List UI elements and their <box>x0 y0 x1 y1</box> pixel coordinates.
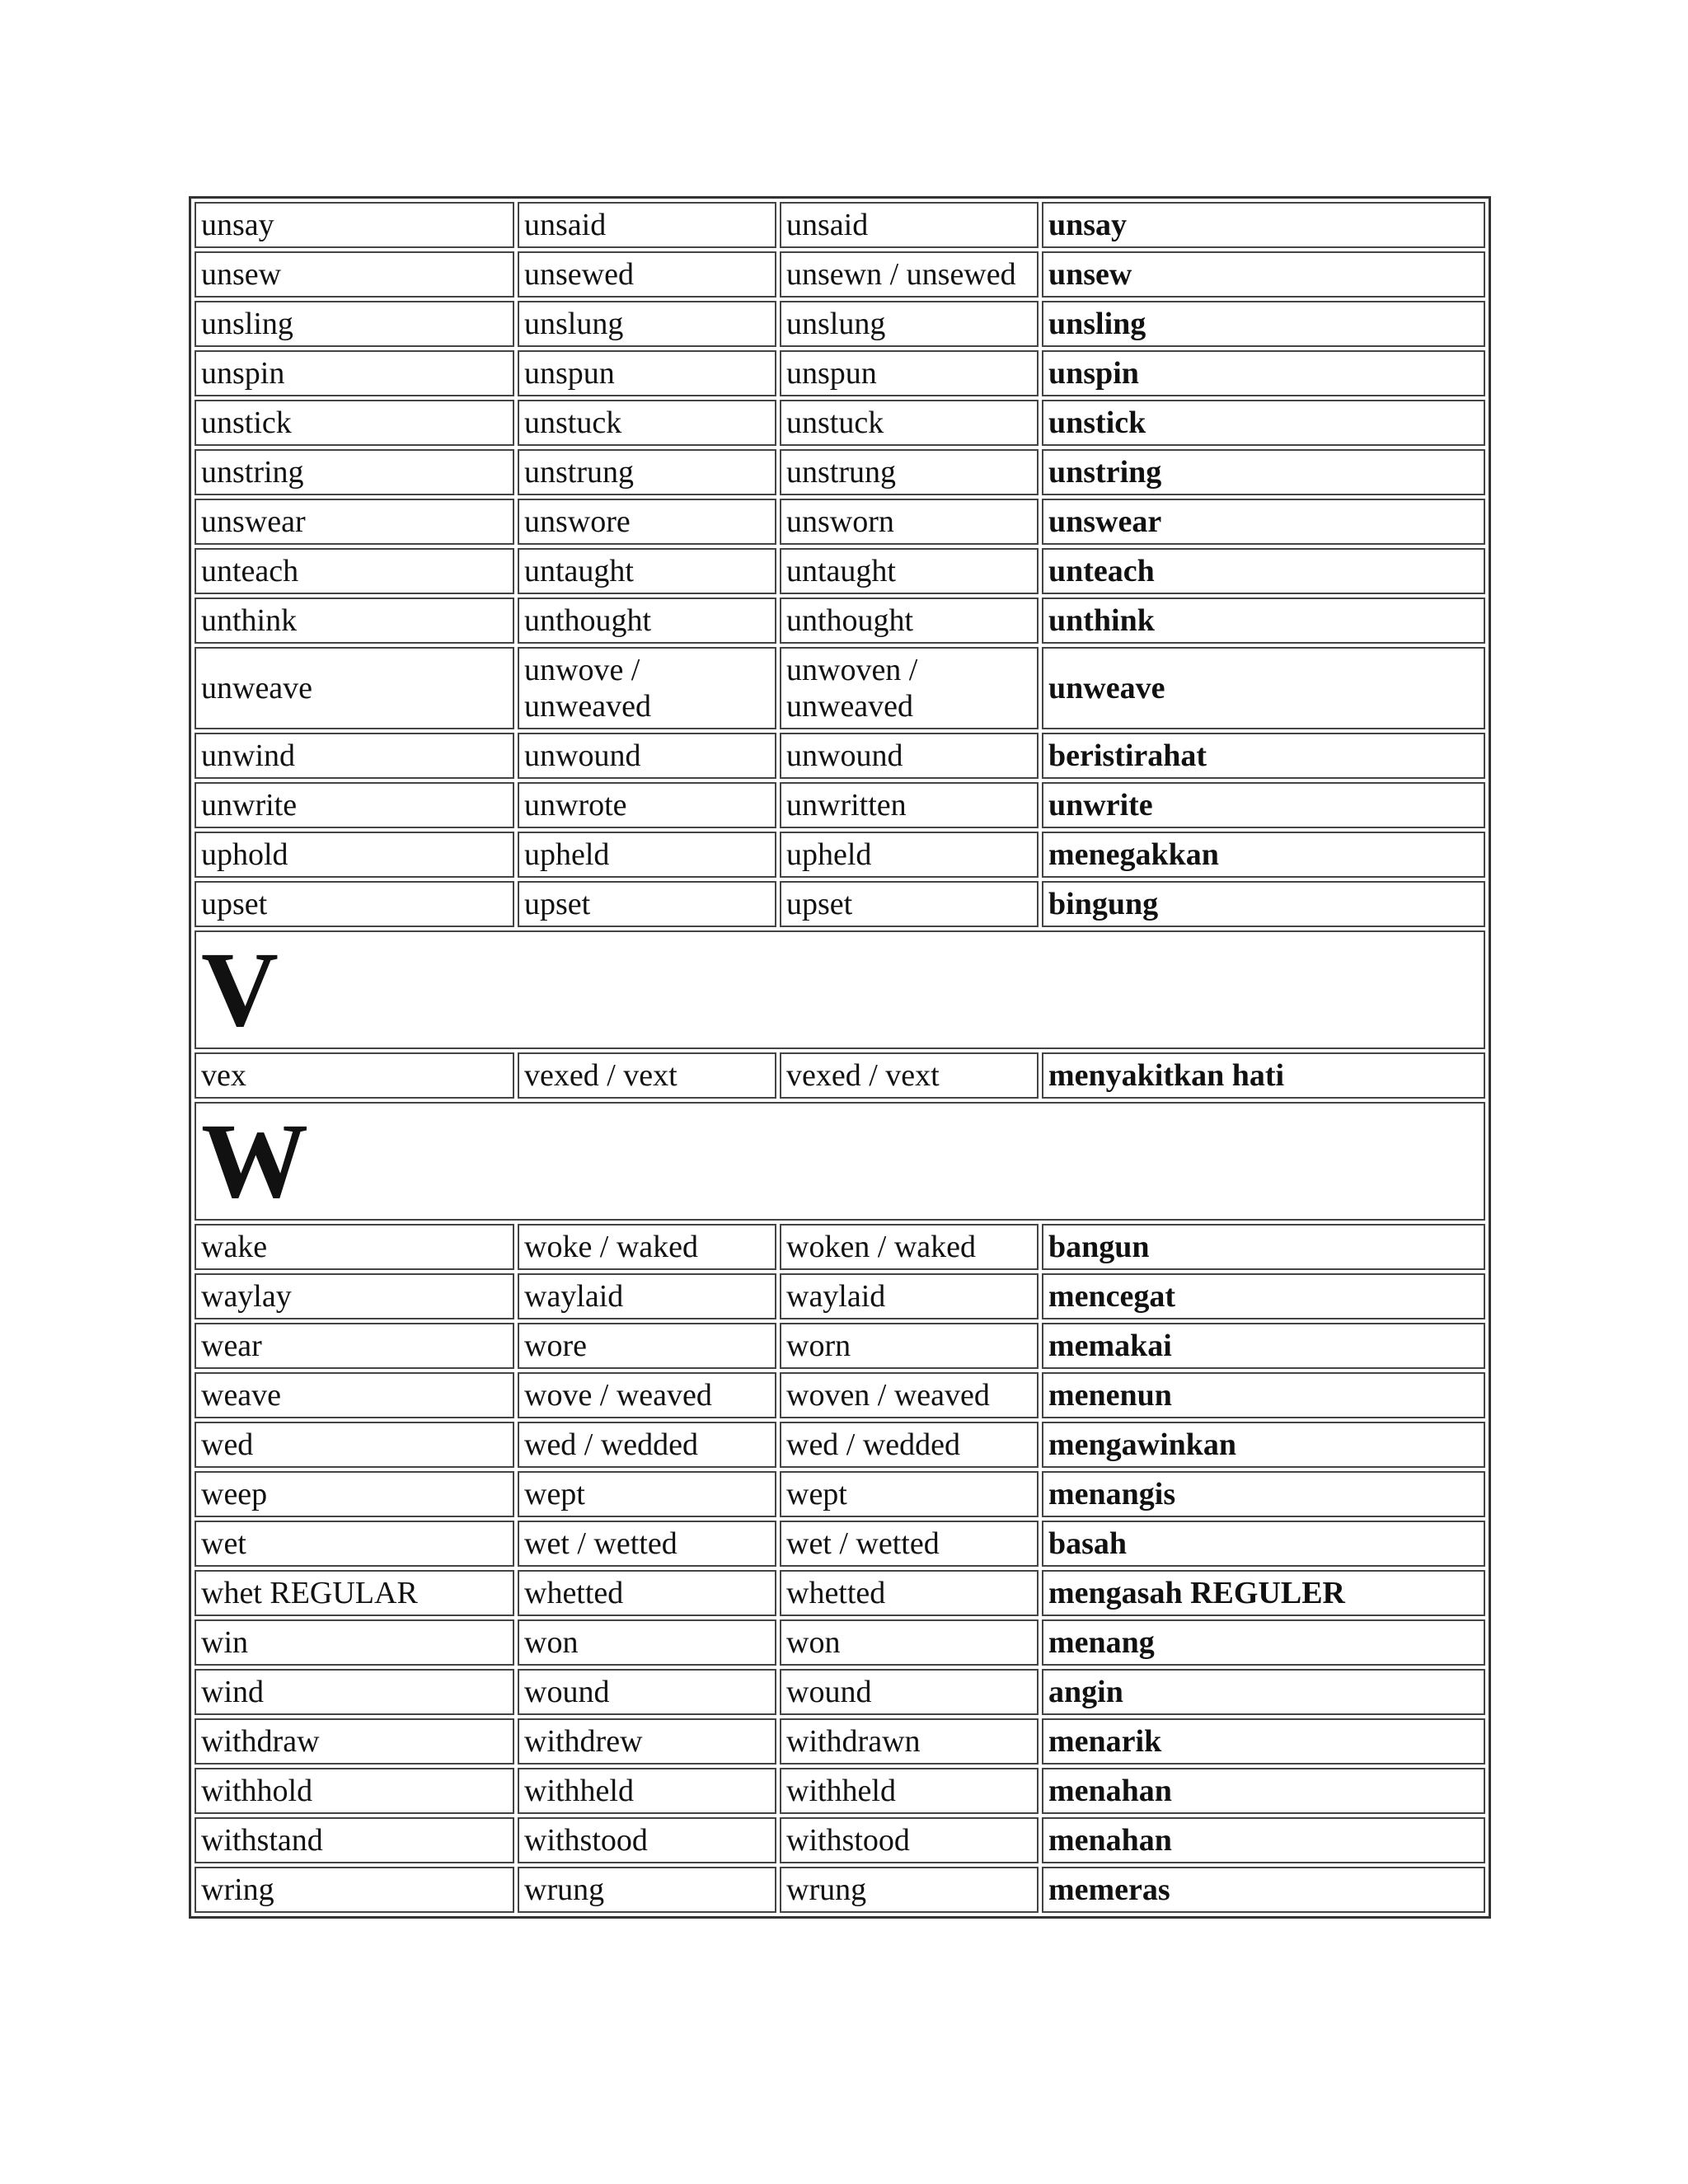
table-row <box>195 1323 1485 1369</box>
past-tense-cell: wove / weaved <box>518 1372 776 1418</box>
past-participle-cell: wept <box>780 1471 1039 1517</box>
meaning-cell: menenun <box>1042 1372 1485 1418</box>
meaning-cell: bingung <box>1042 881 1485 927</box>
table-row <box>195 782 1485 828</box>
base-form-cell: unstring <box>195 449 514 495</box>
table-row <box>195 1570 1485 1616</box>
past-tense-cell: wrung <box>518 1867 776 1913</box>
past-participle-cell: unstuck <box>780 400 1039 446</box>
table-row <box>195 1224 1485 1270</box>
past-participle-cell: unsewn / unsewed <box>780 251 1039 298</box>
table-row <box>195 449 1485 495</box>
table-row <box>195 1273 1485 1319</box>
table-row <box>195 1768 1485 1814</box>
base-form-cell: uphold <box>195 832 514 878</box>
meaning-cell: menyakitkan hati <box>1042 1052 1485 1099</box>
base-form-cell: unwrite <box>195 782 514 828</box>
table-row <box>195 400 1485 446</box>
table-row <box>195 1718 1485 1765</box>
past-participle-cell: vexed / vext <box>780 1052 1039 1099</box>
past-participle-cell: unslung <box>780 301 1039 347</box>
meaning-cell: unstick <box>1042 400 1485 446</box>
past-participle-cell: withdrawn <box>780 1718 1039 1765</box>
meaning-cell: mencegat <box>1042 1273 1485 1319</box>
base-form-cell: whet REGULAR <box>195 1570 514 1616</box>
meaning-cell: bangun <box>1042 1224 1485 1270</box>
meaning-cell: mengasah REGULER <box>1042 1570 1485 1616</box>
base-form-cell: vex <box>195 1052 514 1099</box>
table-row <box>195 1619 1485 1666</box>
base-form-cell: unsling <box>195 301 514 347</box>
section-letter-row <box>195 1102 1485 1221</box>
table-row <box>195 647 1485 729</box>
meaning-cell: basah <box>1042 1521 1485 1567</box>
past-tense-cell: upset <box>518 881 776 927</box>
table-row <box>195 202 1485 248</box>
past-tense-cell: whetted <box>518 1570 776 1616</box>
past-tense-cell: unstrung <box>518 449 776 495</box>
base-form-cell: wake <box>195 1224 514 1270</box>
base-form-cell: withdraw <box>195 1718 514 1765</box>
past-tense-cell: unwound <box>518 733 776 779</box>
table-row <box>195 733 1485 779</box>
meaning-cell: memeras <box>1042 1867 1485 1913</box>
past-participle-cell: wrung <box>780 1867 1039 1913</box>
past-tense-cell: unthought <box>518 598 776 644</box>
past-tense-cell: upheld <box>518 832 776 878</box>
past-tense-cell: wound <box>518 1669 776 1715</box>
table-row <box>195 832 1485 878</box>
past-participle-cell: waylaid <box>780 1273 1039 1319</box>
meaning-cell: unsling <box>1042 301 1485 347</box>
meaning-cell: unweave <box>1042 647 1485 729</box>
past-tense-cell: withdrew <box>518 1718 776 1765</box>
table-row <box>195 1052 1485 1099</box>
past-tense-cell: unsaid <box>518 202 776 248</box>
past-tense-cell: withstood <box>518 1817 776 1863</box>
past-participle-cell: whetted <box>780 1570 1039 1616</box>
table-row <box>195 1817 1485 1863</box>
base-form-cell: upset <box>195 881 514 927</box>
past-tense-cell: unstuck <box>518 400 776 446</box>
meaning-cell: mengawinkan <box>1042 1422 1485 1468</box>
base-form-cell: wed <box>195 1422 514 1468</box>
meaning-cell: unthink <box>1042 598 1485 644</box>
past-participle-cell: worn <box>780 1323 1039 1369</box>
past-participle-cell: wound <box>780 1669 1039 1715</box>
base-form-cell: unsew <box>195 251 514 298</box>
past-tense-cell: wept <box>518 1471 776 1517</box>
base-form-cell: wring <box>195 1867 514 1913</box>
base-form-cell: weave <box>195 1372 514 1418</box>
base-form-cell: wet <box>195 1521 514 1567</box>
base-form-cell: waylay <box>195 1273 514 1319</box>
base-form-cell: unswear <box>195 499 514 545</box>
table-row <box>195 1372 1485 1418</box>
base-form-cell: unthink <box>195 598 514 644</box>
meaning-cell: menangis <box>1042 1471 1485 1517</box>
past-participle-cell: upset <box>780 881 1039 927</box>
base-form-cell: withhold <box>195 1768 514 1814</box>
table-row <box>195 1867 1485 1913</box>
meaning-cell: unsay <box>1042 202 1485 248</box>
table-row <box>195 881 1485 927</box>
past-tense-cell: unsewed <box>518 251 776 298</box>
base-form-cell: win <box>195 1619 514 1666</box>
past-tense-cell: won <box>518 1619 776 1666</box>
base-form-cell: weep <box>195 1471 514 1517</box>
table-row <box>195 1471 1485 1517</box>
past-tense-cell: vexed / vext <box>518 1052 776 1099</box>
base-form-cell: wear <box>195 1323 514 1369</box>
meaning-cell: menahan <box>1042 1817 1485 1863</box>
base-form-cell: unwind <box>195 733 514 779</box>
section-letter-heading: V <box>195 930 1485 1049</box>
past-participle-cell: wet / wetted <box>780 1521 1039 1567</box>
meaning-cell: beristirahat <box>1042 733 1485 779</box>
past-tense-cell: wed / wedded <box>518 1422 776 1468</box>
base-form-cell: unstick <box>195 400 514 446</box>
base-form-cell: unteach <box>195 548 514 594</box>
past-participle-cell: upheld <box>780 832 1039 878</box>
meaning-cell: memakai <box>1042 1323 1485 1369</box>
past-tense-cell: woke / waked <box>518 1224 776 1270</box>
table-row <box>195 301 1485 347</box>
past-participle-cell: woven / weaved <box>780 1372 1039 1418</box>
past-participle-cell: withstood <box>780 1817 1039 1863</box>
past-participle-cell: unsaid <box>780 202 1039 248</box>
meaning-cell: unspin <box>1042 350 1485 396</box>
past-tense-cell: unwove / unweaved <box>518 647 776 729</box>
meaning-cell: angin <box>1042 1669 1485 1715</box>
past-participle-cell: woken / waked <box>780 1224 1039 1270</box>
past-participle-cell: won <box>780 1619 1039 1666</box>
past-tense-cell: withheld <box>518 1768 776 1814</box>
meaning-cell: unteach <box>1042 548 1485 594</box>
past-tense-cell: untaught <box>518 548 776 594</box>
table-row <box>195 598 1485 644</box>
meaning-cell: menang <box>1042 1619 1485 1666</box>
past-participle-cell: unthought <box>780 598 1039 644</box>
table-row <box>195 1422 1485 1468</box>
meaning-cell: unsew <box>1042 251 1485 298</box>
table-row <box>195 251 1485 298</box>
past-participle-cell: unwritten <box>780 782 1039 828</box>
past-tense-cell: unswore <box>518 499 776 545</box>
table-row <box>195 499 1485 545</box>
section-letter-heading: W <box>195 1102 1485 1221</box>
irregular-verb-table <box>189 196 1491 1919</box>
table-row <box>195 1521 1485 1567</box>
past-tense-cell: unspun <box>518 350 776 396</box>
meaning-cell: menarik <box>1042 1718 1485 1765</box>
base-form-cell: wind <box>195 1669 514 1715</box>
table-row <box>195 350 1485 396</box>
verb-table-body <box>195 202 1485 1913</box>
past-tense-cell: wore <box>518 1323 776 1369</box>
past-participle-cell: unspun <box>780 350 1039 396</box>
past-tense-cell: unwrote <box>518 782 776 828</box>
past-participle-cell: wed / wedded <box>780 1422 1039 1468</box>
meaning-cell: unswear <box>1042 499 1485 545</box>
past-participle-cell: unstrung <box>780 449 1039 495</box>
past-participle-cell: unwound <box>780 733 1039 779</box>
table-row <box>195 548 1485 594</box>
meaning-cell: unwrite <box>1042 782 1485 828</box>
meaning-cell: menegakkan <box>1042 832 1485 878</box>
past-tense-cell: waylaid <box>518 1273 776 1319</box>
base-form-cell: unsay <box>195 202 514 248</box>
past-tense-cell: unslung <box>518 301 776 347</box>
past-participle-cell: unsworn <box>780 499 1039 545</box>
section-letter-row <box>195 930 1485 1049</box>
past-tense-cell: wet / wetted <box>518 1521 776 1567</box>
base-form-cell: unspin <box>195 350 514 396</box>
base-form-cell: withstand <box>195 1817 514 1863</box>
past-participle-cell: untaught <box>780 548 1039 594</box>
past-participle-cell: unwoven / unweaved <box>780 647 1039 729</box>
table-row <box>195 1669 1485 1715</box>
base-form-cell: unweave <box>195 647 514 729</box>
meaning-cell: unstring <box>1042 449 1485 495</box>
meaning-cell: menahan <box>1042 1768 1485 1814</box>
past-participle-cell: withheld <box>780 1768 1039 1814</box>
